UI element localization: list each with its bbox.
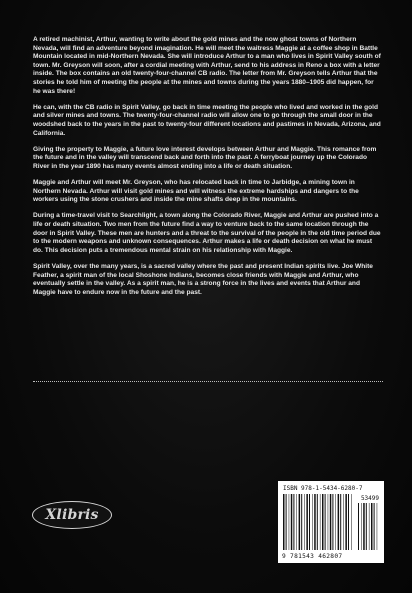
barcode-bar	[330, 494, 332, 550]
barcode-bar	[374, 503, 375, 550]
barcode-bar	[291, 494, 293, 550]
barcode-bar	[377, 503, 378, 550]
barcode-bar	[309, 494, 310, 550]
barcode-bar	[297, 494, 298, 550]
barcode-bar	[289, 494, 290, 550]
barcode-bar	[338, 494, 340, 550]
blurb	[33, 36, 383, 305]
barcode-bar	[306, 494, 308, 550]
barcode-number: 9 781543 462807	[282, 553, 343, 560]
barcode-bar	[369, 503, 370, 550]
publisher-logo	[32, 501, 112, 529]
isbn-label: ISBN 978-1-5434-6280-7	[283, 485, 363, 492]
blurb-paragraph-1: A retired machinist, Arthur, wanting to write about the gold mines and the now ghost towns of Northern Nevada, will find an adventure beyond imagination. He will meet the waitress Maggie at a coffee shop in Battle Mountain located in mid-Northern Nevada. She will introduce Arthur to a man who lives in Spirit Valley south of town. Mr. Greyson will soon, after a cordial meeting with Arthur, send to his address in Reno a box with a letter inside. The box contains an old twenty-four-channel CB radio. The letter from Mr. Greyson tells Arthur that the stories he told him of meeting the people at the mines and towns during the years 1880–1905 did happen, for he was there!	[33, 36, 381, 95]
blurb-paragraph-2: He can, with the CB radio in Spirit Valley, go back in time meeting the people who lived and worked in the gold and silver mines and towns. The twenty-four-channel radio will allow one to go through the small door in the woodshed back to the years in the past to twenty-four different locations and pastimes in Nevada, Arizona, and California.	[33, 103, 381, 137]
blurb-paragraph-5: During a time-travel visit to Searchlight, a town along the Colorado River, Maggie and Arthur are pushed into a life or death situation. Two men from the future find a way to venture back to the same location through the door in Spirit Valley. These men are hunters and a threat to the survival of the people in the old time period due to the modern weapons and unknown consequences. Arthur makes a life or death decision on what he must do. This decision puts a tremendous mental strain on his relationship with Maggie.	[33, 212, 381, 254]
barcode-bar	[317, 494, 318, 550]
barcode-bar	[322, 494, 324, 550]
barcode-bar	[361, 503, 362, 550]
barcode-bar	[336, 494, 337, 550]
barcode-bar	[283, 494, 285, 550]
blurb-paragraph-6: Spirit Valley, over the many years, is a sacred valley where the past and present Indian spirits live. Joe White Feather, a spirit man of the local Shoshone Indians, becomes close friends with Maggie and Arthur, who eventually settle in the valley. As a spirit man, he is a strong force in the lives and events that Arthur and Maggie have to endure now in the future and the past.	[33, 263, 373, 296]
barcode-bar	[304, 494, 305, 550]
barcode-bar	[299, 494, 301, 550]
barcode-bar	[312, 494, 313, 550]
barcode-bar	[363, 503, 365, 550]
publisher-logo-text: Xlibris	[45, 507, 99, 523]
barcode-bar	[351, 494, 352, 550]
barcode-bar	[371, 503, 373, 550]
barcode-bar	[320, 494, 321, 550]
blurb-paragraph-4: Maggie and Arthur will meet Mr. Greyson, who has relocated back in time to Jarbidge, a mining town in Northern Nevada. Arthur will visit gold mines and will witness the extreme hardships and dangers to the workers using the stone crushers and inside the mine shafts deep in the mountains.	[33, 179, 359, 204]
blurb-paragraph-3: Giving the property to Maggie, a future love interest develops between Arthur and Maggie. This romance from the future and in the valley will transcend back and forth into the past. A ferryboat journey up the Colorado River in the year 1890 has many events almost ending into a life or death situation.	[33, 145, 377, 170]
barcode-bar	[301, 494, 302, 550]
barcode-bars	[283, 494, 353, 550]
barcode-supplement: 53499	[360, 495, 379, 502]
barcode-bar	[348, 494, 349, 550]
barcode-bar	[314, 494, 316, 550]
barcode-bar	[286, 494, 287, 550]
barcode-bar	[332, 494, 333, 550]
barcode-bar	[366, 503, 367, 550]
barcode-bar	[345, 494, 347, 550]
barcode-bar	[343, 494, 344, 550]
barcode-bar	[340, 494, 341, 550]
barcode-bar	[325, 494, 326, 550]
barcode-bar	[358, 503, 359, 550]
barcode-supplement-bars	[358, 503, 378, 550]
barcode-bar	[328, 494, 329, 550]
isbn-barcode	[278, 481, 384, 563]
barcode-bar	[293, 494, 294, 550]
dotted-divider	[33, 381, 383, 382]
